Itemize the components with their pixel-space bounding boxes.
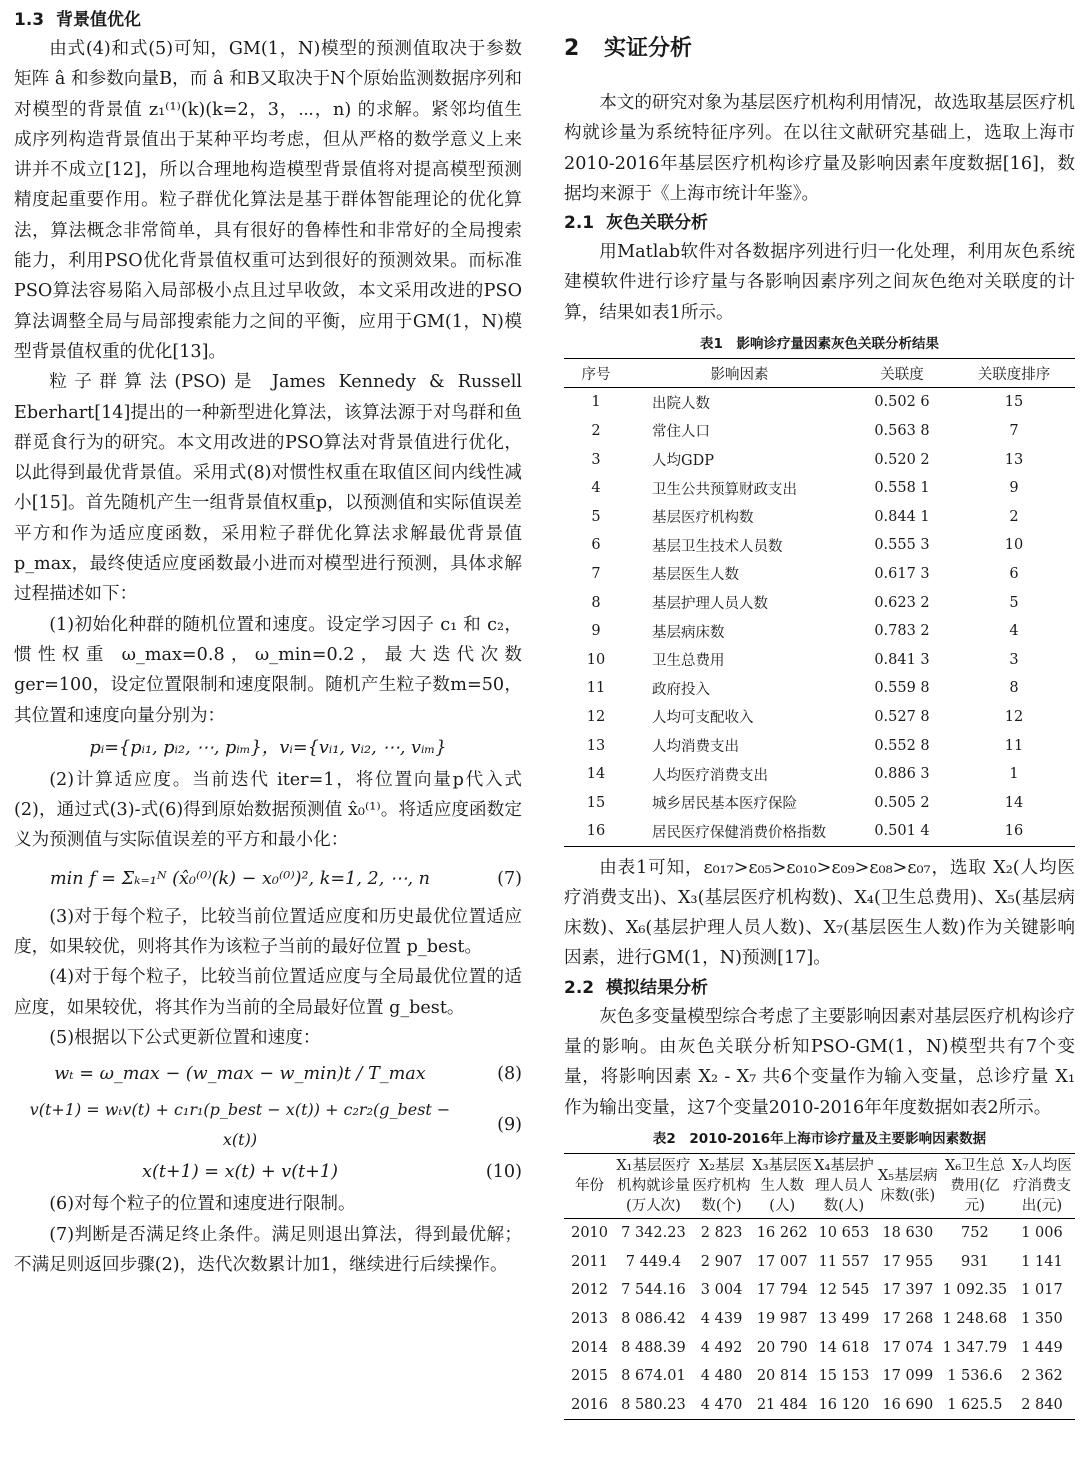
table-cell: 1 347.79 bbox=[942, 1339, 1008, 1356]
column-header: X₄基层护理人员人数(人) bbox=[813, 1153, 875, 1218]
table-cell: 16 262 bbox=[756, 1225, 808, 1242]
table-row bbox=[564, 588, 1075, 617]
table-cell: 2 bbox=[591, 422, 601, 439]
table-cell: 1 449 bbox=[1021, 1339, 1063, 1356]
table-cell: 17 074 bbox=[882, 1339, 934, 1356]
table-row bbox=[564, 731, 1075, 760]
formula-expression: x(t+1) = x(t) + v(t+1) bbox=[142, 1162, 338, 1183]
table-cell: 17 794 bbox=[756, 1282, 808, 1299]
table-cell: 8 488.39 bbox=[621, 1339, 686, 1356]
table-cell: 3 bbox=[591, 451, 601, 468]
table-cell: 10 bbox=[586, 651, 606, 668]
table-cell: 4 480 bbox=[700, 1368, 743, 1385]
table-row bbox=[564, 1362, 1075, 1391]
table-cell: 7 bbox=[1009, 422, 1019, 439]
section-number: 2 bbox=[564, 36, 580, 61]
table-row bbox=[564, 502, 1075, 531]
table-row bbox=[564, 388, 1075, 417]
column-header: 序号 bbox=[564, 359, 628, 388]
table-cell: 8 674.01 bbox=[621, 1368, 686, 1385]
table-cell: 17 268 bbox=[882, 1311, 934, 1328]
table-cell: 17 397 bbox=[882, 1282, 934, 1299]
table-cell: 13 bbox=[586, 737, 606, 754]
table-cell: 卫生总费用 bbox=[652, 653, 725, 670]
table-cell: 931 bbox=[961, 1253, 989, 1270]
table-cell: 基层护理人员人数 bbox=[652, 596, 768, 613]
table-cell: 居民医疗保健消费价格指数 bbox=[652, 824, 826, 841]
table-cell: 基层医生人数 bbox=[652, 567, 739, 584]
table-cell: 2015 bbox=[571, 1368, 608, 1385]
table-cell: 16 bbox=[586, 823, 606, 840]
table-cell: 1 350 bbox=[1021, 1311, 1063, 1328]
table-cell: 2 823 bbox=[700, 1225, 743, 1242]
table-cell: 13 499 bbox=[818, 1311, 870, 1328]
table-cell: 1 bbox=[1009, 766, 1019, 783]
paragraph: (4)对于每个粒子，比较当前位置适应度与全局最优位置的适应度，如果较优，将其作为当前的全局最好位置 g_best。 bbox=[14, 967, 522, 1018]
formula-expression: v(t+1) = wₜv(t) + c₁r₁(p_best − x(t)) + c₂r₂(g_best − x(t)) bbox=[29, 1100, 451, 1150]
table-cell: 1 092.35 bbox=[942, 1282, 1008, 1299]
table-cell: 1 248.68 bbox=[942, 1311, 1008, 1328]
table-cell: 8 580.23 bbox=[621, 1396, 686, 1413]
table-cell: 城乡居民基本医疗保险 bbox=[652, 796, 797, 813]
column-header: X₂基层医疗机构数(个) bbox=[692, 1153, 752, 1218]
table-row bbox=[564, 703, 1075, 732]
table-cell: 0.783 2 bbox=[874, 623, 930, 640]
table-row bbox=[564, 788, 1075, 817]
table-cell: 2011 bbox=[571, 1253, 608, 1270]
formula-10 bbox=[14, 1157, 522, 1187]
paragraph: (7)判断是否满足终止条件。满足则退出算法，得到最优解；不满足则返回步骤(2)，迭代次数累计加1，继续进行后续操作。 bbox=[14, 1224, 522, 1275]
table-cell: 9 bbox=[591, 623, 601, 640]
paragraph: (1)初始化种群的随机位置和速度。设定学习因子 c₁ 和 c₂，惯性权重 ω_max=0.8，ω_min=0.2，最大迭代次数 ger=100，设定位置限制和速度限制。随机产生粒子数m=50，其位置和速度向量分别为： bbox=[14, 614, 522, 726]
section-2-heading bbox=[564, 32, 1075, 66]
table-cell: 16 690 bbox=[882, 1396, 934, 1413]
table-cell: 2 362 bbox=[1021, 1368, 1063, 1385]
table-row bbox=[564, 474, 1075, 503]
table-cell: 15 bbox=[1004, 394, 1024, 411]
table-cell: 14 bbox=[586, 766, 606, 783]
table-cell: 0.844 1 bbox=[874, 508, 930, 525]
table-cell: 7 449.4 bbox=[625, 1253, 682, 1270]
column-header: 关联度 bbox=[851, 359, 953, 388]
table-1-body bbox=[564, 388, 1075, 847]
paragraph: (3)对于每个粒子，比较当前位置适应度和历史最优位置适应度，如果较优，则将其作为该粒子当前的最好位置 p_best。 bbox=[14, 906, 522, 958]
paragraph: (5)根据以下公式更新位置和速度： bbox=[49, 1027, 321, 1048]
table-cell: 0.552 8 bbox=[874, 737, 930, 754]
table-cell: 15 153 bbox=[818, 1368, 870, 1385]
table-cell: 21 484 bbox=[756, 1396, 808, 1413]
table-cell: 16 120 bbox=[818, 1396, 870, 1413]
table-cell: 7 bbox=[591, 565, 601, 582]
section-title: 灰色关联分析 bbox=[606, 213, 708, 234]
table-cell: 8 bbox=[1009, 680, 1019, 697]
section-number: 2.2 bbox=[564, 977, 595, 998]
table-cell: 常住人口 bbox=[652, 424, 710, 441]
table-row bbox=[564, 617, 1075, 646]
table-row bbox=[564, 1276, 1075, 1305]
table-cell: 人均可支配收入 bbox=[652, 710, 754, 727]
formula-7 bbox=[14, 864, 522, 894]
table-cell: 4 439 bbox=[700, 1311, 743, 1328]
table-cell: 0.559 8 bbox=[874, 680, 930, 697]
table-cell: 0.617 3 bbox=[874, 565, 930, 582]
table-cell: 0.886 3 bbox=[874, 766, 930, 783]
table-header-row bbox=[564, 359, 1075, 388]
table-cell: 4 bbox=[1009, 623, 1019, 640]
table-row bbox=[564, 1218, 1075, 1247]
section-title: 背景值优化 bbox=[56, 10, 141, 30]
column-header: X₃基层医生人数(人) bbox=[751, 1153, 813, 1218]
paragraph: 灰色多变量模型综合考虑了主要影响因素对基层医疗机构诊疗量的影响。由灰色关联分析知PSO-GM(1，N)模型共有7个变量，将影响因素 X₂ - X₇ 共6个变量作为输入变量，总诊疗量 X₁ 作为输出变量，这7个变量2010-2016年年度数据如表2所示。 bbox=[564, 1006, 1075, 1118]
table-row bbox=[564, 1248, 1075, 1277]
table-cell: 基层病床数 bbox=[652, 624, 725, 641]
section-2-1-heading bbox=[564, 209, 1075, 237]
table-row bbox=[564, 645, 1075, 674]
table-cell: 政府投入 bbox=[652, 681, 710, 698]
table-cell: 3 bbox=[1009, 651, 1019, 668]
table-cell: 出院人数 bbox=[652, 395, 710, 412]
table-cell: 人均医疗消费支出 bbox=[652, 767, 768, 784]
table-cell: 0.502 6 bbox=[874, 394, 930, 411]
table-row bbox=[564, 1391, 1075, 1420]
formula-9 bbox=[14, 1095, 522, 1155]
table-1-caption: 表1 影响诊疗量因素灰色关联分析结果 bbox=[700, 336, 939, 353]
table-cell: 752 bbox=[961, 1225, 989, 1242]
table-cell: 2012 bbox=[571, 1282, 608, 1299]
table-cell: 1 017 bbox=[1021, 1282, 1063, 1299]
table-cell: 人均GDP bbox=[652, 453, 714, 470]
table-cell: 0.555 3 bbox=[874, 537, 930, 554]
table-cell: 11 bbox=[586, 680, 606, 697]
table-cell: 0.527 8 bbox=[874, 708, 930, 725]
formula-expression: wₜ = ω_max − (w_max − w_min)t / T_max bbox=[54, 1064, 426, 1085]
table-cell: 12 545 bbox=[818, 1282, 870, 1299]
table-cell: 2 840 bbox=[1021, 1396, 1063, 1413]
paragraph: (2)计算适应度。当前迭代 iter=1，将位置向量p代入式(2)，通过式(3)-式(6)得到原始数据预测值 x̂₀⁽¹⁾。将适应度函数定义为预测值与实际值误差的平方和最小化： bbox=[14, 769, 522, 851]
table-cell: 4 492 bbox=[700, 1339, 743, 1356]
table-cell: 14 618 bbox=[818, 1339, 870, 1356]
table-cell: 8 086.42 bbox=[621, 1311, 686, 1328]
table-cell: 4 bbox=[591, 480, 601, 497]
section-2-2-heading bbox=[564, 974, 1075, 1002]
formula-8 bbox=[14, 1059, 522, 1089]
table-cell: 0.520 2 bbox=[874, 451, 930, 468]
table-2 bbox=[564, 1153, 1075, 1420]
table-cell: 2016 bbox=[571, 1396, 608, 1413]
table-row bbox=[564, 674, 1075, 703]
table-row bbox=[564, 1305, 1075, 1334]
table-cell: 人均消费支出 bbox=[652, 739, 739, 755]
table-cell: 0.841 3 bbox=[874, 651, 930, 668]
table-cell: 1 bbox=[591, 394, 601, 411]
column-header: X₅基层病床数(张) bbox=[875, 1153, 941, 1218]
table-cell: 19 987 bbox=[756, 1311, 808, 1328]
table-cell: 20 814 bbox=[756, 1368, 808, 1385]
table-cell: 1 006 bbox=[1021, 1225, 1063, 1242]
table-cell: 2 907 bbox=[700, 1253, 743, 1270]
table-cell: 17 099 bbox=[882, 1368, 934, 1385]
paragraph: (6)对每个粒子的位置和速度进行限制。 bbox=[49, 1194, 356, 1215]
formula-expression: pᵢ={pᵢ₁, pᵢ₂, ⋯, pᵢₘ}，vᵢ={vᵢ₁, vᵢ₂, ⋯, vᵢₘ} bbox=[89, 737, 447, 758]
table-cell: 2013 bbox=[571, 1311, 608, 1328]
table-cell: 18 630 bbox=[882, 1225, 934, 1242]
column-header: 关联度排序 bbox=[953, 359, 1075, 388]
table-cell: 6 bbox=[1009, 565, 1019, 582]
table-cell: 0.505 2 bbox=[874, 794, 930, 811]
paragraph: 用Matlab软件对各数据序列进行归一化处理，利用灰色系统建模软件进行诊疗量与各影响因素序列之间灰色绝对关联度的计算，结果如表1所示。 bbox=[564, 242, 1075, 323]
section-1-3-heading bbox=[14, 6, 522, 34]
column-header: X₆卫生总费用(亿元) bbox=[941, 1153, 1009, 1218]
table-row bbox=[564, 817, 1075, 846]
formula-position-velocity bbox=[14, 733, 522, 763]
table-cell: 5 bbox=[1009, 594, 1019, 611]
table-cell: 11 557 bbox=[818, 1253, 870, 1270]
table-1 bbox=[564, 358, 1075, 847]
section-title: 实证分析 bbox=[604, 36, 693, 61]
table-2-caption: 表2 2010-2016年上海市诊疗量及主要影响因素数据 bbox=[652, 1130, 987, 1147]
equation-number: (7) bbox=[497, 868, 522, 889]
section-number: 2.1 bbox=[564, 213, 595, 234]
table-cell: 4 470 bbox=[700, 1396, 743, 1413]
table-cell: 0.558 1 bbox=[874, 480, 930, 497]
table-cell: 20 790 bbox=[756, 1339, 808, 1356]
paragraph: 由表1可知，ε₀₁₇>ε₀₅>ε₀₁₀>ε₀₉>ε₀₈>ε₀₇，选取 X₂(人均医疗消费支出)、X₃(基层医疗机构数)、X₄(卫生总费用)、X₅(基层病床数)、X₆(基层护理人员人数)、X₇(基层医生人数)作为关键影响因素，进行GM(1，N)预测[17]。 bbox=[564, 857, 1075, 969]
paragraph: 由式(4)和式(5)可知，GM(1，N)模型的预测值取决于参数矩阵 â 和参数向量B，而 â 和B又取决于N个原始监测数据序列和对模型的背景值 z₁⁽¹⁾(k)(k=2，3，⋯，n) 的求解。紧邻均值生成序列构造背景值出于某种平均考虑，但从严格的数学意义上来讲并不成立[12]，所以合理地构造模型背景值将对提高模型预测精度起重要作用。粒子群优化算法是基于群体智能理论的优化算法，算法概念非常简单，具有很好的鲁棒性和非常好的全局搜索能力，利用PSO优化背景值权重可达到很好的预测效果。而标准PSO算法容易陷入局部极小点且过早收敛，本文采用改进的PSO算法调整全局与局部搜索能力之间的平衡，应用于GM(1，N)模型背景值权重的优化[13]。 bbox=[14, 39, 522, 362]
table-cell: 15 bbox=[586, 794, 606, 811]
table-cell: 基层卫生技术人员数 bbox=[652, 538, 783, 555]
table-cell: 10 bbox=[1004, 537, 1024, 554]
table-row bbox=[564, 445, 1075, 474]
table-cell: 10 653 bbox=[818, 1225, 870, 1242]
left-column bbox=[14, 6, 522, 1280]
table-cell: 13 bbox=[1004, 451, 1024, 468]
paragraph: 粒子群算法(PSO)是 James Kennedy & Russell Eberhart[14]提出的一种新型进化算法，该算法源于对鸟群和鱼群觅食行为的研究。本文用改进的PSO算法对背景值进行优化，以此得到最优背景值。采用式(8)对惯性权重在取值区间内线性减小[15]。首先随机产生一组背景值权重p，以预测值和实际值误差平方和作为适应度函数，采用粒子群优化算法求解最优背景值 p_max，最终使适应度函数最小进而对模型进行预测，具体求解过程描述如下： bbox=[14, 372, 522, 605]
table-cell: 0.623 2 bbox=[874, 594, 930, 611]
table-row bbox=[564, 417, 1075, 446]
equation-number: (8) bbox=[497, 1064, 522, 1085]
table-cell: 3 004 bbox=[700, 1282, 743, 1299]
table-header-row bbox=[564, 1153, 1075, 1218]
right-column bbox=[564, 6, 1075, 1420]
formula-expression: min f = Σₖ₌₁ᴺ (x̂₀⁽⁰⁾(k) − x₀⁽⁰⁾)², k=1, 2, ⋯, n bbox=[49, 868, 431, 889]
table-cell: 1 141 bbox=[1021, 1253, 1063, 1270]
table-cell: 5 bbox=[591, 508, 601, 525]
table-cell: 12 bbox=[1004, 708, 1024, 725]
table-row bbox=[564, 531, 1075, 560]
equation-number: (9) bbox=[497, 1115, 522, 1136]
table-cell: 1 625.5 bbox=[947, 1396, 1003, 1413]
table-2-body bbox=[564, 1218, 1075, 1419]
table-cell: 14 bbox=[1004, 794, 1024, 811]
table-cell: 6 bbox=[591, 537, 601, 554]
table-cell: 卫生公共预算财政支出 bbox=[652, 481, 797, 498]
table-row bbox=[564, 1333, 1075, 1362]
column-header: 年份 bbox=[564, 1153, 615, 1218]
table-cell: 0.563 8 bbox=[874, 422, 930, 439]
table-cell: 9 bbox=[1009, 480, 1019, 497]
section-title: 模拟结果分析 bbox=[606, 977, 708, 998]
table-row bbox=[564, 760, 1075, 789]
table-cell: 17 007 bbox=[756, 1253, 808, 1270]
column-header: 影响因素 bbox=[628, 359, 851, 388]
table-cell: 0.501 4 bbox=[874, 823, 930, 840]
section-number: 1.3 bbox=[14, 10, 45, 30]
table-cell: 2010 bbox=[571, 1225, 608, 1242]
table-cell: 基层医疗机构数 bbox=[652, 510, 754, 527]
table-row bbox=[564, 560, 1075, 589]
table-cell: 8 bbox=[591, 594, 601, 611]
column-header: X₇人均医疗消费支出(元) bbox=[1009, 1153, 1075, 1218]
table-cell: 12 bbox=[586, 708, 606, 725]
table-cell: 11 bbox=[1004, 737, 1024, 754]
table-cell: 17 955 bbox=[882, 1253, 934, 1270]
table-cell: 7 342.23 bbox=[621, 1225, 686, 1242]
table-cell: 2014 bbox=[571, 1339, 608, 1356]
table-cell: 16 bbox=[1004, 823, 1024, 840]
equation-number: (10) bbox=[485, 1162, 522, 1183]
table-cell: 2 bbox=[1009, 508, 1019, 525]
column-header: X₁基层医疗机构就诊量(万人次) bbox=[615, 1153, 692, 1218]
table-cell: 1 536.6 bbox=[947, 1368, 1003, 1385]
paragraph: 本文的研究对象为基层医疗机构利用情况，故选取基层医疗机构就诊量为系统特征序列。在以往文献研究基础上，选取上海市2010-2016年基层医疗机构诊疗量及影响因素年度数据[16]，数据均来源于《上海市统计年鉴》。 bbox=[564, 93, 1075, 204]
table-cell: 7 544.16 bbox=[621, 1282, 686, 1299]
